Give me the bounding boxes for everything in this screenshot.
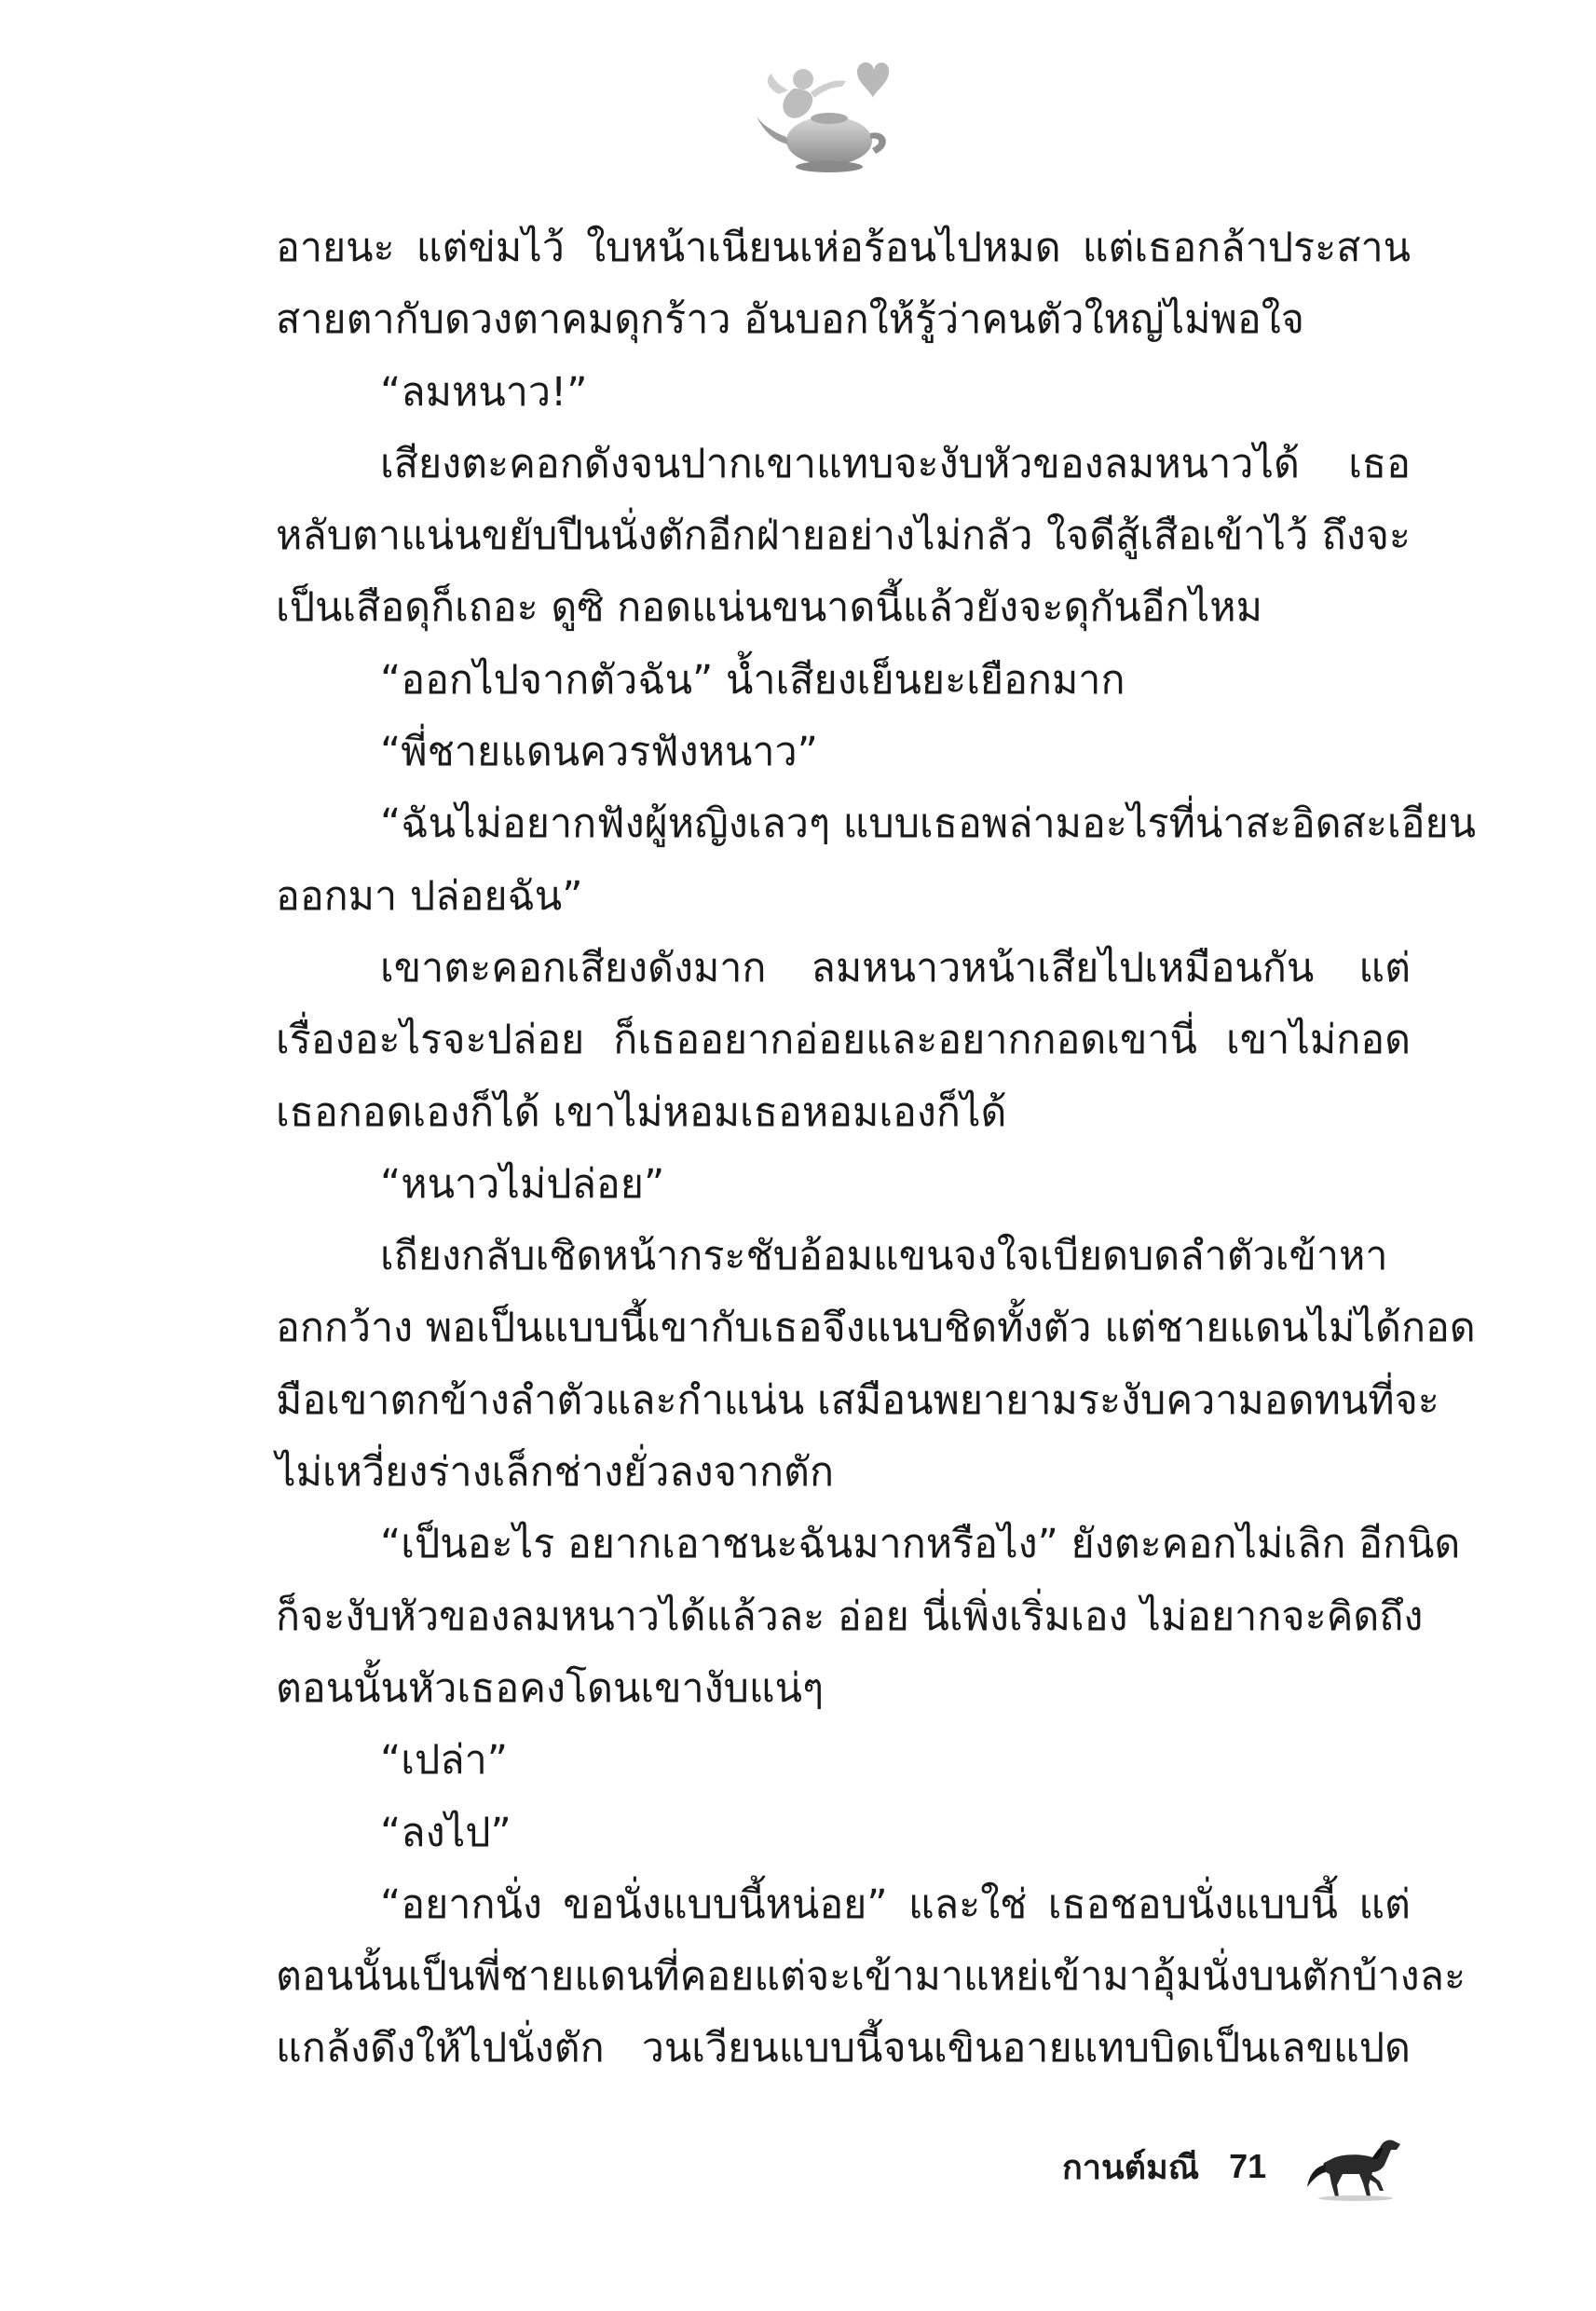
text-line: “เปล่า” bbox=[380, 1737, 509, 1785]
book-title: กานต์มณี bbox=[1062, 2147, 1200, 2186]
cupid-teapot-icon bbox=[745, 51, 913, 182]
text-line: “อยากนั่ง ขอนั่งแบบนี้หน่อย” และใช่ เธอชอบนั่งแบบนี้ แต่ bbox=[380, 1880, 1411, 1928]
text-line: ก็จะงับหัวของลมหนาวได้แล้วละ อ่อย นี่เพิ่งเริ่มเอง ไม่อยากจะคิดถึง bbox=[276, 1593, 1424, 1640]
horse-icon bbox=[1303, 2131, 1408, 2202]
text-line: เป็นเสือดุก็เถอะ ดูซิ กอดแน่นขนาดนี้แล้วยังจะดุกันอีกไหม bbox=[276, 584, 1262, 632]
text-line: เขาตะคอกเสียงดังมาก ลมหนาวหน้าเสียไปเหมือนกัน แต่ bbox=[380, 944, 1411, 991]
page-footer bbox=[1062, 2129, 1408, 2204]
text-line: ไม่เหวี่ยงร่างเล็กช่างยั่วลงจากตัก bbox=[276, 1449, 835, 1497]
text-line: “พี่ชายแดนควรฟังหนาว” bbox=[380, 729, 818, 776]
text-line: ออกมา ปล่อยฉัน” bbox=[276, 872, 583, 920]
text-line: “หนาวไม่ปล่อย” bbox=[380, 1160, 665, 1208]
text-line: เธอกอดเองก็ได้ เขาไม่หอมเธอหอมเองก็ได้ bbox=[276, 1088, 1007, 1136]
text-line: “เป็นอะไร อยากเอาชนะฉันมากหรือไง” ยังตะคอกไม่เลิก อีกนิด bbox=[380, 1521, 1461, 1568]
text-line: เถียงกลับเชิดหน้ากระชับอ้อมแขนจงใจเบียดบดลำตัวเข้าหา bbox=[380, 1233, 1388, 1280]
text-line: “ลมหนาว!” bbox=[380, 368, 588, 416]
page-number: 71 bbox=[1229, 2147, 1267, 2185]
text-line: สายตากับดวงตาคมดุกร้าว อันบอกให้รู้ว่าคนตัวใหญ่ไม่พอใจ bbox=[276, 296, 1304, 344]
text-line: แกล้งดึงให้ไปนั่งตัก วนเวียนแบบนี้จนเขินอายแทบบิดเป็นเลขแปด bbox=[276, 2025, 1411, 2072]
text-line: “ออกไปจากตัวฉัน” น้ำเสียงเย็นยะเยือกมาก bbox=[380, 656, 1125, 704]
body-text bbox=[276, 212, 1477, 2085]
text-line: “ฉันไม่อยากฟังผู้หญิงเลวๆ แบบเธอพล่ามอะไรที่น่าสะอิดสะเอียน bbox=[380, 800, 1477, 848]
text-line: หลับตาแน่นขยับปีนนั่งตักอีกฝ่ายอย่างไม่กลัว ใจดีสู้เสือเข้าไว้ ถึงจะ bbox=[276, 513, 1411, 560]
text-line: ตอนนั้นหัวเธอคงโดนเขางับแน่ๆ bbox=[276, 1664, 825, 1712]
text-line: อายนะ แต่ข่มไว้ ใบหน้าเนียนเห่อร้อนไปหมด แต่เธอกล้าประสาน bbox=[276, 225, 1411, 271]
text-line: ตอนนั้นเป็นพี่ชายแดนที่คอยแต่จะเข้ามาแหย่เข้ามาอุ้มนั่งบนตักบ้างละ bbox=[276, 1953, 1466, 2001]
text-line: มือเขาตกข้างลำตัวและกำแน่น เสมือนพยายามระงับความอดทนที่จะ bbox=[276, 1376, 1439, 1424]
text-line: “ลงไป” bbox=[380, 1809, 512, 1856]
text-line: เรื่องอะไรจะปล่อย ก็เธออยากอ่อยและอยากกอดเขานี่ เขาไม่กอด bbox=[276, 1017, 1411, 1064]
text-line: อกกว้าง พอเป็นแบบนี้เขากับเธอจึงแนบชิดทั้งตัว แต่ชายแดนไม่ได้กอด bbox=[276, 1305, 1476, 1352]
text-line: เสียงตะคอกดังจนปากเขาแทบจะงับหัวของลมหนาวได้ เธอ bbox=[380, 440, 1411, 487]
